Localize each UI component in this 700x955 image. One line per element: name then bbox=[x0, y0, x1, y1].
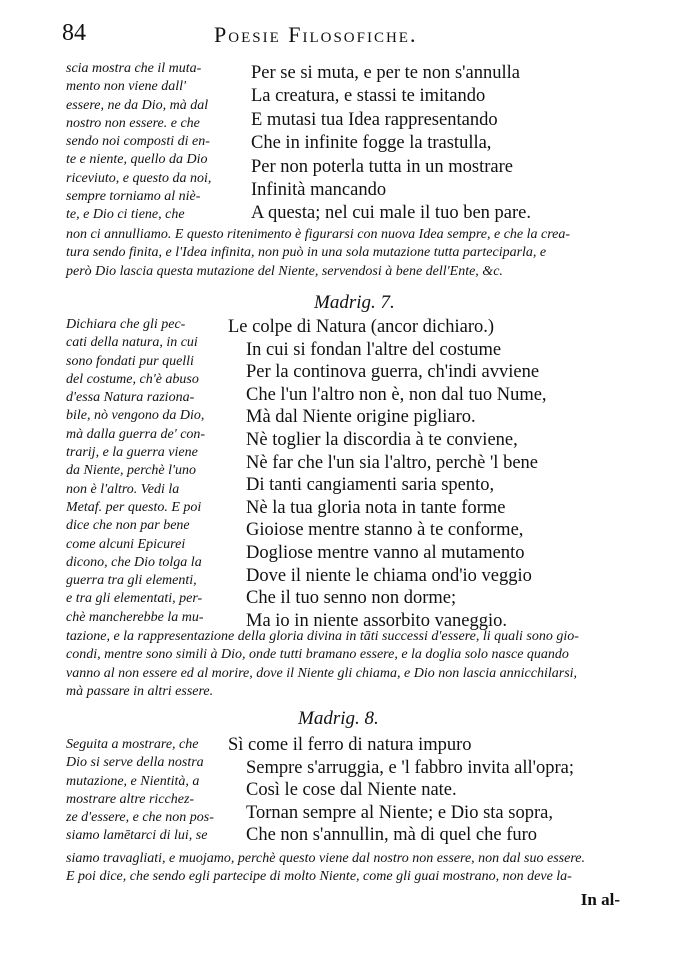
page-number: 84 bbox=[62, 20, 86, 46]
running-title: Poesie Filosofiche. bbox=[214, 22, 418, 47]
side-note-line: riceviuto, e questo da noi, bbox=[66, 170, 212, 186]
side-note-line: scia mostra che il muta- bbox=[66, 61, 202, 76]
side-note-line: mutazione, e Nientità, a bbox=[66, 773, 200, 789]
verse-block-continuation bbox=[251, 62, 531, 226]
side-note-continuation bbox=[66, 60, 211, 225]
side-note-line: Seguita a mostrare, che bbox=[66, 737, 199, 752]
verse-line: Che il tuo senno non dorme; bbox=[246, 588, 457, 609]
verse-line: Dove il niente le chiama ond'io veggio bbox=[246, 565, 532, 586]
side-note-line: nostro non essere. e che bbox=[66, 115, 200, 131]
commentary-madrigal-8 bbox=[66, 850, 585, 887]
verse-line: Nè toglier la discordia à te conviene, bbox=[246, 429, 518, 450]
side-note-line: Dio si serve della nostra bbox=[66, 755, 204, 771]
side-note-line: mostrare altre ricchez- bbox=[66, 791, 195, 807]
commentary-line: E poi dice, che sendo egli partecipe di molto Niente, come gli guai mostrano, non deve la- bbox=[66, 869, 572, 885]
side-note-line: mà dalla guerra de' con- bbox=[66, 426, 206, 442]
verse-line: Nè far che l'un sia l'altro, perchè 'l bene bbox=[246, 452, 538, 473]
side-note-line: sempre torniamo al niè- bbox=[66, 189, 201, 205]
commentary-continuation bbox=[66, 226, 570, 281]
verse-line: Che l'un l'altro non è, non dal tuo Nume, bbox=[246, 384, 547, 405]
verse-block-madrigal-7 bbox=[228, 316, 547, 632]
commentary-line: tazione, e la rappresentazione della gloria divina in tāti successi d'essere, li quali sono gio- bbox=[66, 629, 579, 644]
verse-line: Per se si muta, e per te non s'annulla bbox=[251, 63, 520, 83]
side-note-line: guerra tra gli elementi, bbox=[66, 573, 197, 589]
side-note-line: del costume, ch'è abuso bbox=[66, 371, 199, 387]
verse-block-madrigal-8 bbox=[228, 734, 574, 847]
verse-line: A questa; nel cui male il tuo ben pare. bbox=[251, 203, 531, 224]
side-note-line: cati della natura, in cui bbox=[66, 335, 198, 351]
verse-line: Gioiose mentre stanno à te conforme, bbox=[246, 520, 524, 541]
side-note-line: dicono, che Dio tolga la bbox=[66, 554, 202, 570]
side-note-line: mento non viene dall' bbox=[66, 79, 187, 95]
page-header bbox=[62, 20, 642, 56]
side-note-madrigal-8 bbox=[66, 736, 214, 846]
commentary-line: siamo travagliati, e muojamo, perchè questo viene dal nostro non essere, non dal suo essere. bbox=[66, 851, 585, 866]
side-note-line: sendo noi composti di en- bbox=[66, 134, 210, 150]
side-note-line: non è l'altro. Vedi la bbox=[66, 481, 180, 497]
side-note-line: trarij, e la guerra viene bbox=[66, 445, 198, 461]
verse-line: Di tanti cangiamenti saria spento, bbox=[246, 475, 495, 496]
side-note-madrigal-7 bbox=[66, 316, 205, 627]
verse-line: Per la continova guerra, ch'indi avviene bbox=[246, 362, 540, 383]
side-note-line: Dichiara che gli pec- bbox=[66, 317, 186, 332]
verse-line: In cui si fondan l'altre del costume bbox=[246, 339, 502, 360]
commentary-line: tura sendo finita, e l'Idea infinita, non può in una sola mutazione tutta parteciparla, e bbox=[66, 245, 547, 261]
commentary-line: non ci annulliamo. E questo ritenimento è figurarsi con nuova Idea sempre, e che la crea- bbox=[66, 227, 571, 242]
verse-line: Ma io in niente assorbito vaneggio. bbox=[246, 610, 508, 631]
verse-line: La creatura, e stassi te imitando bbox=[251, 86, 486, 107]
verse-line: Mà dal Niente origine pigliaro. bbox=[246, 407, 476, 428]
verse-line: Sì come il ferro di natura impuro bbox=[228, 735, 472, 755]
commentary-line: mà passare in altri essere. bbox=[66, 683, 214, 699]
side-note-line: da Niente, perchè l'uno bbox=[66, 463, 196, 479]
verse-line: Tornan sempre al Niente; e Dio sta sopra, bbox=[246, 802, 553, 823]
verse-line: Le colpe di Natura (ancor dichiaro.) bbox=[228, 317, 495, 337]
verse-line: Per non poterla tutta in un mostrare bbox=[251, 156, 514, 177]
side-note-line: siamo lamētarci di lui, se bbox=[66, 828, 208, 844]
side-note-line: e tra gli elementati, per- bbox=[66, 591, 203, 607]
side-note-line: dice che non par bene bbox=[66, 518, 190, 534]
side-note-line: chè mancherebbe la mu- bbox=[66, 609, 204, 625]
verse-line: Sempre s'arruggia, e 'l fabbro invita all'opra; bbox=[246, 757, 574, 778]
madrigal-7-heading: Madrig. 7. bbox=[314, 292, 395, 313]
side-note-line: Metaf. per questo. E poi bbox=[66, 499, 202, 515]
commentary-line: condi, mentre sono simili à Dio, onde tutti bramano essere, e la doglia solo nasce quando bbox=[66, 647, 569, 663]
side-note-line: essere, ne da Dio, mà dal bbox=[66, 97, 209, 113]
commentary-madrigal-7 bbox=[66, 628, 579, 701]
verse-line: E mutasi tua Idea rappresentando bbox=[251, 109, 498, 130]
madrigal-8-heading: Madrig. 8. bbox=[298, 708, 379, 729]
catchword: In al- bbox=[580, 890, 620, 909]
side-note-line: te, e Dio ci tiene, che bbox=[66, 207, 185, 223]
verse-line: Dogliose mentre vanno al mutamento bbox=[246, 542, 525, 563]
verse-line: Infinità mancando bbox=[251, 180, 387, 201]
side-note-line: sono fondati pur quelli bbox=[66, 353, 194, 369]
side-note-line: come alcuni Epicurei bbox=[66, 536, 186, 552]
verse-line: Nè la tua gloria nota in tante forme bbox=[246, 497, 506, 518]
commentary-line: però Dio lascia questa mutazione del Niente, servendosi à bene dell'Ente, &c. bbox=[66, 263, 503, 279]
side-note-line: bile, nò vengono da Dio, bbox=[66, 408, 205, 424]
verse-line: Che non s'annullin, mà di quel che furo bbox=[246, 825, 538, 846]
side-note-line: ze d'essere, e che non pos- bbox=[66, 810, 214, 826]
side-note-line: te e niente, quello da Dio bbox=[66, 152, 208, 168]
verse-line: Così le cose dal Niente nate. bbox=[246, 780, 457, 801]
commentary-line: vanno al non essere ed al morire, dove il Niente gli chiama, e Dio non lascia annicchilarsi, bbox=[66, 665, 578, 681]
verse-line: Che in infinite fogge la trastulla, bbox=[251, 133, 492, 154]
side-note-line: d'essa Natura raziona- bbox=[66, 390, 195, 406]
